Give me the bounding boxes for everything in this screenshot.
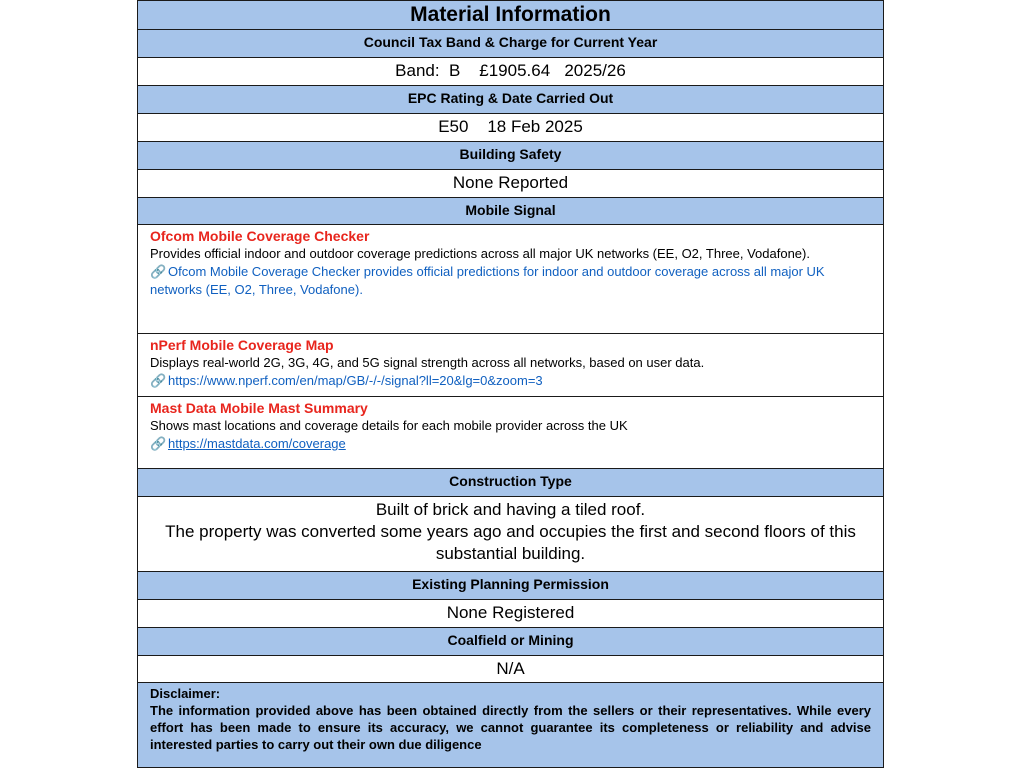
link-icon: 🔗 [150,264,167,279]
mobile-source-nperf [137,333,884,397]
coalfield-value: N/A [137,655,884,683]
source-link[interactable] [150,263,871,299]
source-link-text[interactable]: https://www.nperf.com/en/map/GB/-/-/signal?ll=20&lg=0&zoom=3 [168,373,543,388]
disclaimer-text: The information provided above has been obtained directly from the sellers or their representatives. While every effort has been made to ensure its accuracy, we cannot guarantee its completeness or reliability and advise interested parties to carry out their own due diligence [150,703,871,752]
source-name: nPerf Mobile Coverage Map [150,337,334,353]
planning-value: None Registered [137,599,884,628]
building-safety-heading: Building Safety [137,141,884,170]
source-description: Shows mast locations and coverage details for each mobile provider across the UK [150,418,628,433]
source-link[interactable] [150,435,871,453]
source-link-text[interactable]: Ofcom Mobile Coverage Checker provides official predictions for indoor and outdoor coverage across all major UK networks (EE, O2, Three, Vodafone). [150,264,825,297]
council-tax-value: Band: B £1905.64 2025/26 [137,57,884,86]
epc-heading: EPC Rating & Date Carried Out [137,85,884,114]
mobile-source-ofcom [137,224,884,334]
source-name: Mast Data Mobile Mast Summary [150,400,368,416]
council-tax-heading: Council Tax Band & Charge for Current Year [137,29,884,58]
planning-heading: Existing Planning Permission [137,571,884,600]
construction-line-1: Built of brick and having a tiled roof. [375,500,646,519]
coalfield-heading: Coalfield or Mining [137,627,884,656]
epc-value: E50 18 Feb 2025 [137,113,884,142]
material-information-table [137,0,886,768]
source-name: Ofcom Mobile Coverage Checker [150,228,370,244]
source-link-text[interactable]: https://mastdata.com/coverage [168,436,346,451]
source-description: Provides official indoor and outdoor coverage predictions across all major UK networks (EE, O2, Three, Vodafone). [150,246,810,261]
disclaimer-label: Disclaimer: [150,686,221,701]
construction-line-2: The property was converted some years ago and occupies the first and second floors of this substantial building. [165,522,856,563]
link-icon: 🔗 [150,436,167,451]
link-icon: 🔗 [150,373,167,388]
building-safety-value: None Reported [137,169,884,198]
construction-value [137,496,884,572]
mobile-source-mastdata [137,396,884,469]
disclaimer [137,682,884,768]
construction-heading: Construction Type [137,468,884,497]
source-link[interactable] [150,372,871,390]
mobile-signal-heading: Mobile Signal [137,197,884,225]
source-description: Displays real-world 2G, 3G, 4G, and 5G signal strength across all networks, based on user data. [150,355,705,370]
page-title: Material Information [137,0,884,30]
